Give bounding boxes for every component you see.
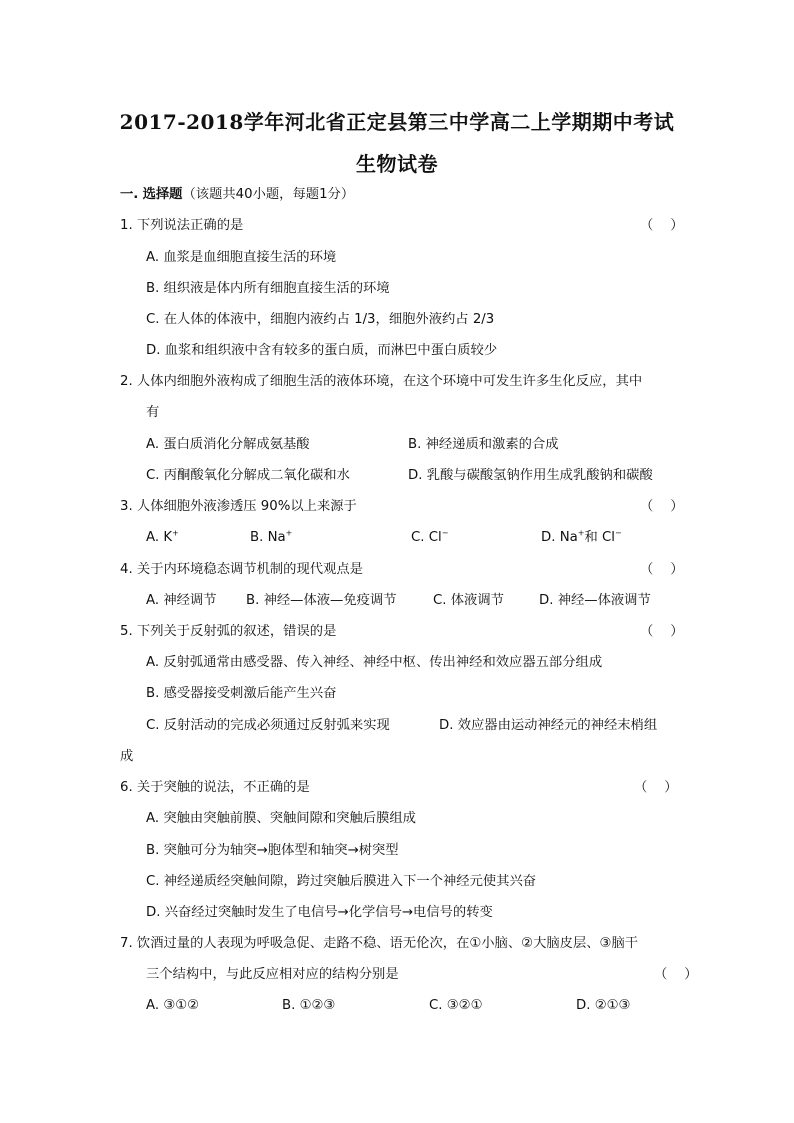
question-7-stem-continued: 三个结构中，与此反应相对应的结构分别是 — [146, 967, 399, 982]
question-2-option-a: A. 蛋白质消化分解成氨基酸 — [146, 437, 310, 452]
question-6-option-a: A. 突触由突触前膜、突触间隙和突触后膜组成 — [146, 811, 416, 826]
question-6-stem: 6. 关于突触的说法，不正确的是 — [120, 780, 310, 795]
option-a-text: A. K — [146, 530, 173, 545]
question-4-option-c: C. 体液调节 — [433, 593, 504, 608]
answer-parenthesis: （ ） — [640, 624, 684, 639]
superscript: + — [285, 528, 293, 538]
question-1-option-a: A. 血浆是血细胞直接生活的环境 — [146, 250, 337, 265]
question-3-option-d — [541, 528, 622, 548]
question-2-stem: 2. 人体内细胞外液构成了细胞生活的液体环境，在这个环境中可发生许多生化反应，其中 — [120, 374, 643, 389]
answer-parenthesis: （ ） — [640, 562, 684, 577]
answer-parenthesis: （ ） — [654, 967, 698, 982]
superscript: + — [172, 528, 179, 538]
question-4-option-b: B. 神经—体液—免疫调节 — [246, 593, 397, 608]
answer-parenthesis: （ ） — [640, 218, 684, 233]
question-5-stem: 5. 下列关于反射弧的叙述，错误的是 — [120, 624, 337, 639]
question-7-option-b: B. ①②③ — [282, 998, 336, 1013]
question-5-option-b: B. 感受器接受刺激后能产生兴奋 — [146, 686, 337, 701]
section-heading — [120, 185, 354, 205]
section-name: 选择题 — [142, 187, 183, 202]
section-note: （该题共40小题，每题1分） — [182, 187, 355, 202]
option-d-text-2: 和 Cl — [584, 530, 616, 545]
superscript: + — [577, 528, 585, 538]
question-3-option-b — [250, 528, 292, 548]
question-5-option-d: D. 效应器由运动神经元的神经末梢组 — [439, 718, 658, 733]
question-1-stem: 1. 下列说法正确的是 — [120, 218, 244, 233]
question-2-stem-continued: 有 — [146, 405, 160, 420]
question-5-option-c: C. 反射活动的完成必须通过反射弧来实现 — [146, 718, 390, 733]
question-7-option-d: D. ②①③ — [576, 998, 631, 1013]
question-7-stem: 7. 饮酒过量的人表现为呼吸急促、走路不稳、语无伦次，在①小脑、②大脑皮层、③脑干 — [120, 936, 639, 951]
question-1-option-b: B. 组织液是体内所有细胞直接生活的环境 — [146, 281, 390, 296]
question-7-option-a: A. ③①② — [146, 998, 200, 1013]
question-3-option-a — [146, 528, 179, 548]
question-4-option-a: A. 神经调节 — [146, 593, 217, 608]
question-5-option-d-continued: 成 — [120, 749, 134, 764]
question-1-option-d: D. 血浆和组织液中含有较多的蛋白质，而淋巴中蛋白质较少 — [146, 343, 498, 358]
question-5-option-a: A. 反射弧通常由感受器、传入神经、神经中枢、传出神经和效应器五部分组成 — [146, 655, 603, 670]
option-d-text: D. Na — [541, 530, 578, 545]
question-2-option-c: C. 丙酮酸氧化分解成二氧化碳和水 — [146, 468, 350, 483]
exam-subtitle: 生物试卷 — [356, 152, 438, 176]
question-7-option-c: C. ③②① — [429, 998, 483, 1013]
answer-parenthesis: （ ） — [640, 499, 684, 514]
section-label: 一. — [120, 187, 139, 202]
exam-title: 2017-2018学年河北省正定县第三中学高二上学期期中考试 — [119, 110, 675, 134]
question-4-option-d: D. 神经—体液调节 — [539, 593, 651, 608]
question-3-option-c — [411, 528, 448, 548]
superscript: − — [615, 528, 622, 538]
option-b-text: B. Na — [250, 530, 286, 545]
question-3-stem: 3. 人体细胞外液渗透压 90%以上来源于 — [120, 499, 357, 514]
question-2-option-b: B. 神经递质和激素的合成 — [408, 437, 559, 452]
question-1-option-c: C. 在人体的体液中，细胞内液约占 1/3，细胞外液约占 2/3 — [146, 312, 495, 327]
question-6-option-d: D. 兴奋经过突触时发生了电信号→化学信号→电信号的转变 — [146, 905, 493, 920]
superscript: − — [441, 528, 449, 538]
question-6-option-b: B. 突触可分为轴突→胞体型和轴突→树突型 — [146, 843, 399, 858]
question-4-stem: 4. 关于内环境稳态调节机制的现代观点是 — [120, 562, 363, 577]
question-6-option-c: C. 神经递质经突触间隙，跨过突触后膜进入下一个神经元使其兴奋 — [146, 874, 537, 889]
question-2-option-d: D. 乳酸与碳酸氢钠作用生成乳酸钠和碳酸 — [408, 468, 653, 483]
option-c-text: C. Cl — [411, 530, 442, 545]
answer-parenthesis: （ ） — [634, 780, 678, 795]
